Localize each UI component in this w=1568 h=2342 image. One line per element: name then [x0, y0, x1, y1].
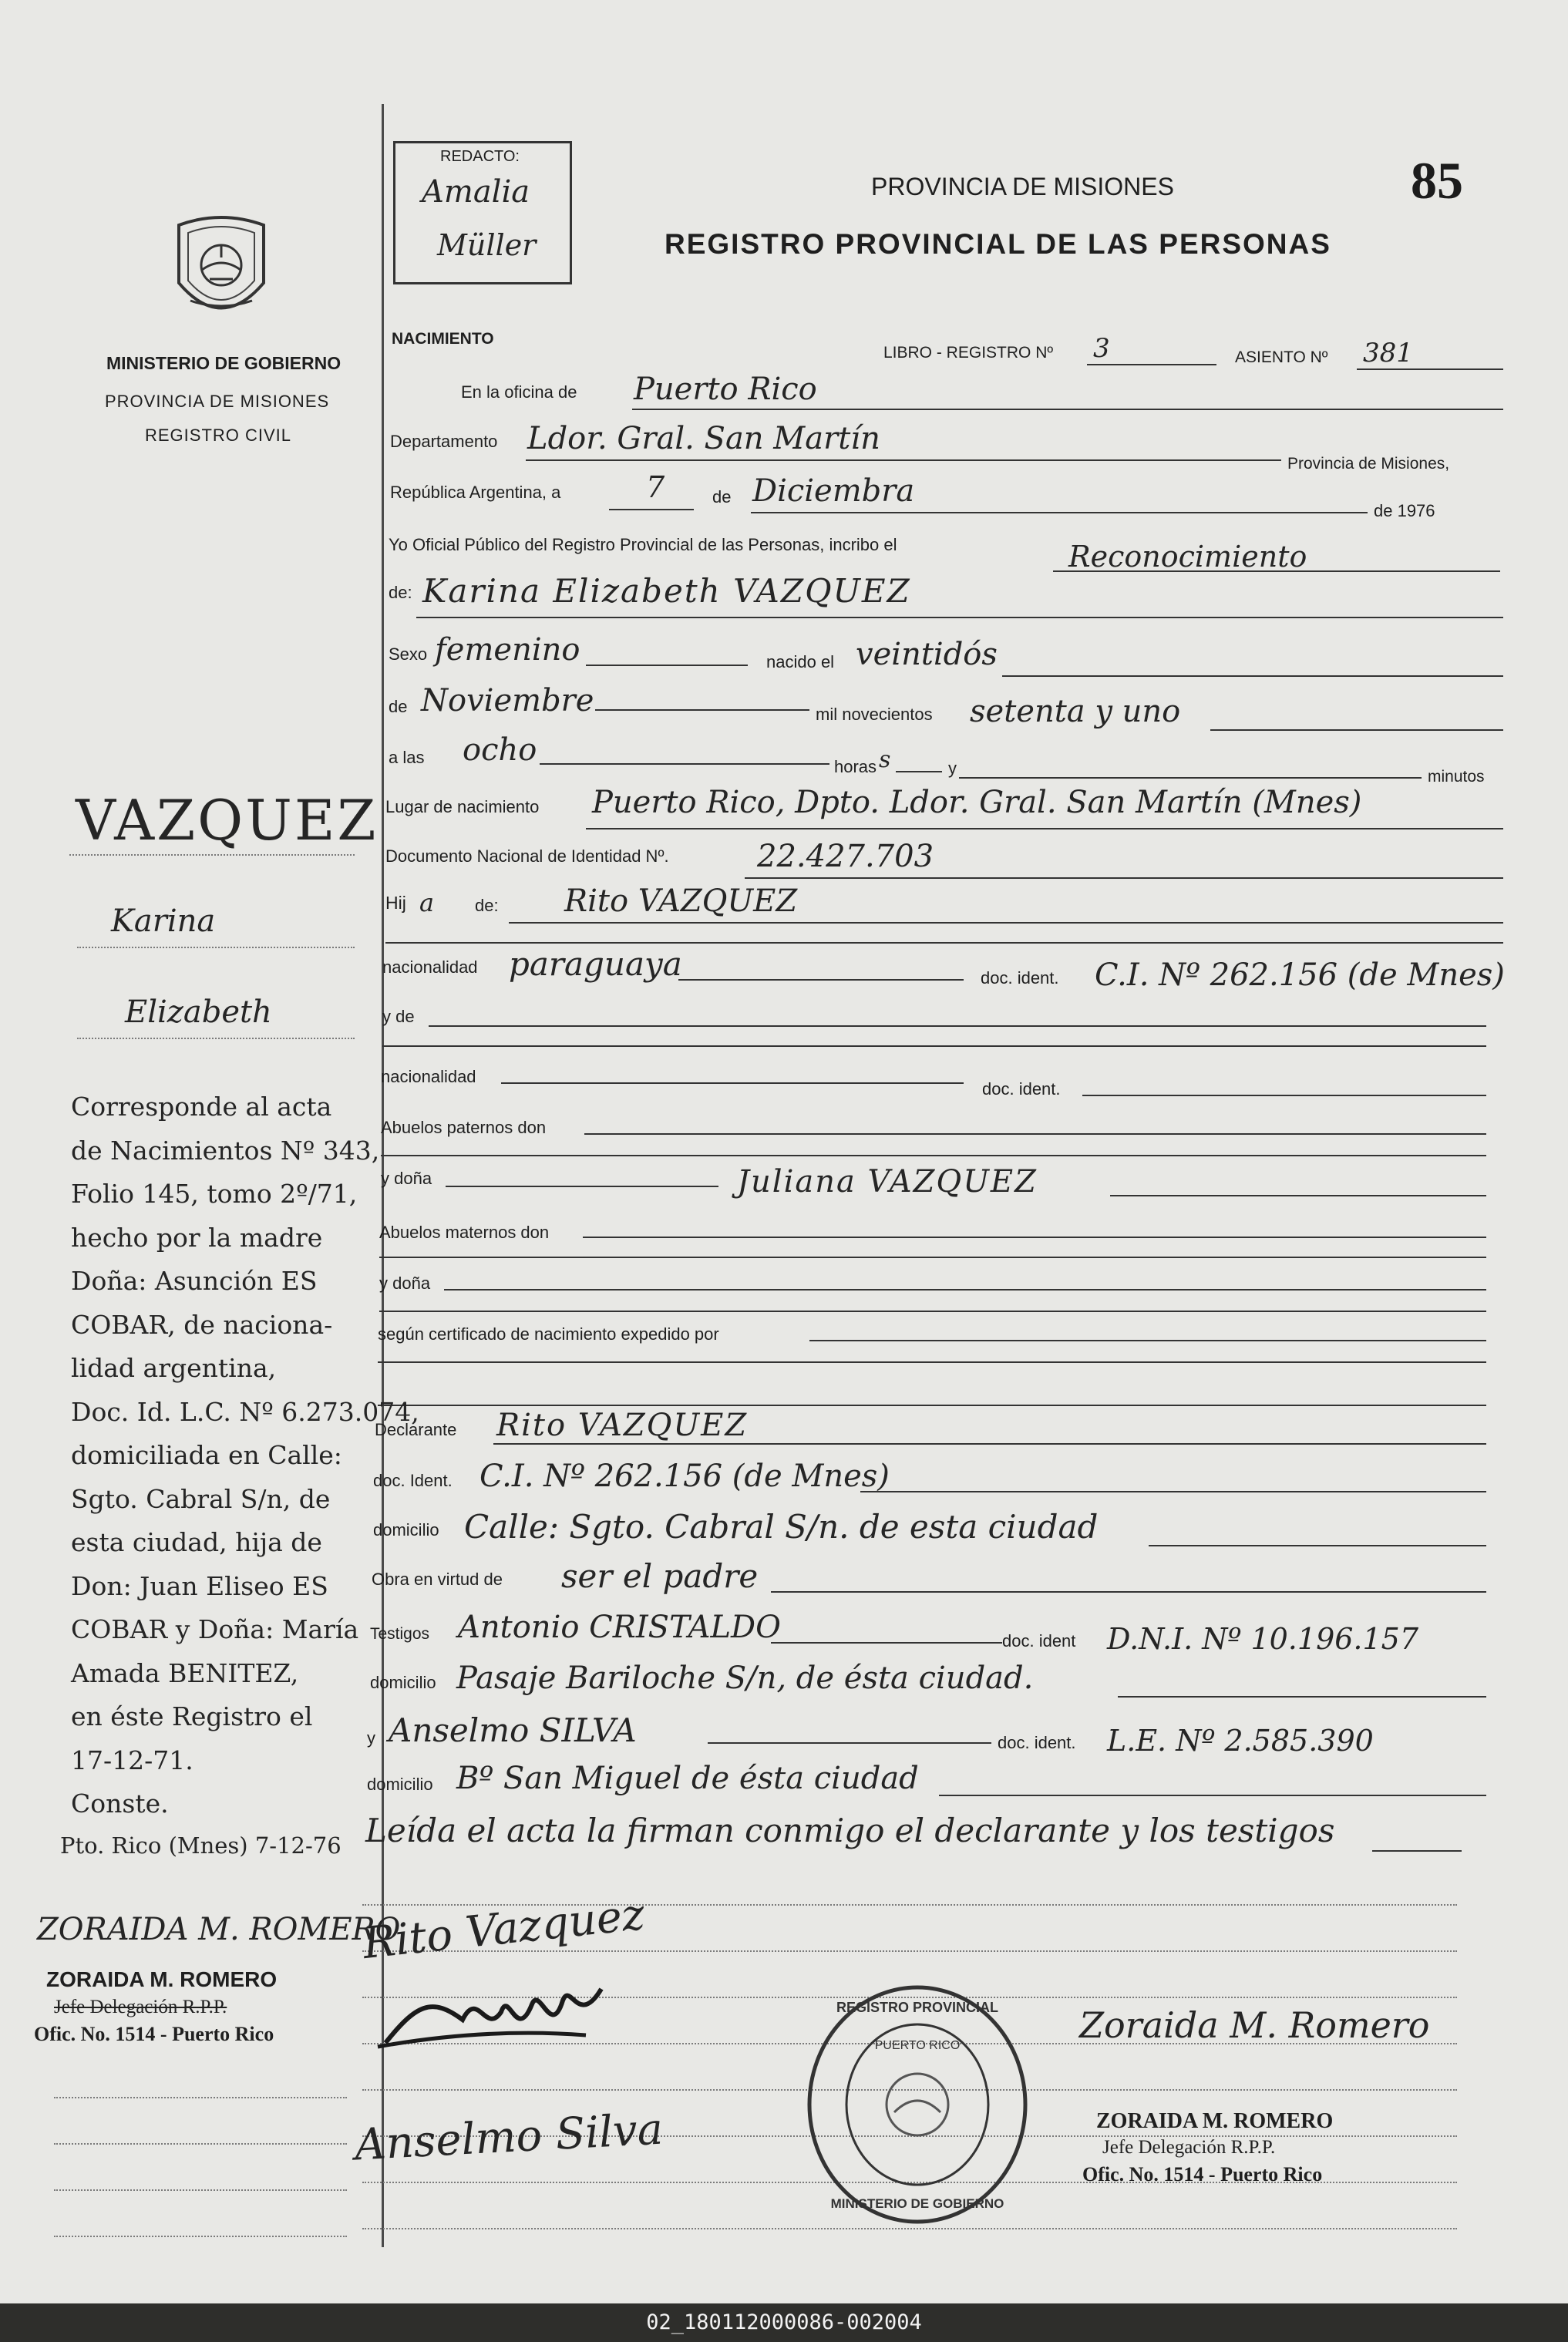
testigo1-line — [771, 1642, 1002, 1644]
declarante-label: Declarante — [375, 1420, 457, 1439]
nacionalidad-value: paraguaya — [509, 945, 682, 983]
hija-label: Hij — [385, 893, 406, 913]
testigo1-dom-line — [1118, 1696, 1486, 1698]
closing-line — [1372, 1850, 1462, 1852]
obra-line — [771, 1591, 1486, 1593]
padre-line — [509, 922, 1503, 924]
sexo-line — [586, 665, 748, 666]
docident2-label: doc. ident. — [982, 1079, 1061, 1099]
horas-line — [896, 771, 942, 772]
official-name: ZORAIDA M. ROMERO — [1096, 2109, 1334, 2133]
ydona2-label: y doña — [379, 1274, 431, 1293]
nacido-day-line — [1002, 675, 1503, 677]
svg-text:MINISTERIO DE GOBIERNO: MINISTERIO DE GOBIERNO — [830, 2196, 1004, 2211]
mil-label: mil novecientos — [816, 705, 933, 724]
testigo2-line — [708, 1742, 991, 1744]
margin-dots-b4 — [54, 2236, 347, 2237]
yde-label: y de — [382, 1007, 415, 1026]
doc-ident-line — [860, 1491, 1486, 1492]
acto-value: Reconocimiento — [1068, 540, 1307, 574]
margin-note-line: en éste Registro el — [71, 1701, 313, 1731]
departamento-value: Ldor. Gral. San Martín — [527, 421, 880, 456]
registry-title: REGISTRO PROVINCIAL DE LAS PERSONAS — [665, 228, 1331, 260]
month-value: Diciembra — [752, 473, 915, 509]
ydona-line — [446, 1186, 718, 1187]
hora-line — [540, 763, 829, 765]
asiento-label: ASIENTO Nº — [1235, 348, 1328, 366]
asiento-value: 381 — [1363, 338, 1413, 368]
signature-declarante: Rito Vazquez — [360, 1889, 648, 1969]
doc-ident-label: doc. Ident. — [373, 1471, 453, 1490]
name-value: Karina Elizabeth VAZQUEZ — [422, 572, 911, 610]
doc-ident-value: C.I. Nº 262.156 (de Mnes) — [479, 1459, 890, 1494]
name-de-label: de: — [389, 583, 412, 602]
redacto-name-first: Amalia — [422, 174, 530, 210]
hija-suffix: a — [419, 888, 435, 917]
official-role: Jefe Delegación R.P.P. — [1102, 2137, 1276, 2158]
svg-text:PUERTO RICO: PUERTO RICO — [874, 2039, 961, 2052]
nacido-label: nacido el — [766, 652, 835, 671]
margin-note-line: Corresponde al acta — [71, 1092, 332, 1122]
margin-note-line: de Nacimientos Nº 343, — [71, 1135, 380, 1166]
dni-value: 22.427.703 — [757, 839, 934, 874]
svg-text:REGISTRO PROVINCIAL: REGISTRO PROVINCIAL — [836, 2000, 999, 2015]
testigo2-dom-line — [939, 1795, 1486, 1796]
signature-dots-8 — [362, 2228, 1457, 2229]
margin-dots-b2 — [54, 2143, 347, 2145]
testigo2-doc-value: L.E. Nº 2.585.390 — [1107, 1724, 1374, 1758]
margin-note-line: Doña: Asunción ES — [71, 1266, 318, 1296]
month-line — [751, 512, 1368, 513]
official-seal-icon — [802, 1981, 1033, 2228]
republica-label: República Argentina, a — [390, 483, 561, 502]
margin-middle-name: Elizabeth — [125, 994, 272, 1030]
padre-value: Rito VAZQUEZ — [564, 883, 798, 919]
nacido-day-value: veintidós — [856, 637, 998, 672]
hora-value: ocho — [463, 732, 537, 768]
abuelos-pat-line-2 — [381, 1155, 1486, 1156]
provincial-crest-icon — [163, 210, 279, 333]
dni-label: Documento Nacional de Identidad Nº. — [385, 846, 669, 866]
abuelos-pat-line — [584, 1133, 1486, 1135]
sexo-label: Sexo — [389, 644, 428, 664]
y2-label: y — [367, 1728, 375, 1748]
domicilio2-label: domicilio — [370, 1673, 436, 1692]
obra-label: Obra en virtud de — [372, 1570, 503, 1589]
margin-note-line: Folio 145, tomo 2º/71, — [71, 1179, 358, 1209]
year-label: de 1976 — [1374, 501, 1435, 520]
abuelos-mat-line-2 — [379, 1257, 1486, 1258]
margin-dots-middle — [77, 1038, 355, 1039]
madre-line-2 — [382, 1045, 1486, 1047]
month-de-label: de — [712, 487, 732, 506]
madre-line — [429, 1025, 1486, 1027]
margin-dots-b3 — [54, 2189, 347, 2191]
horas-mark: s — [879, 746, 891, 773]
province-heading: PROVINCIA DE MISIONES — [871, 173, 1174, 200]
margin-note-line: Don: Juan Eliseo ES — [71, 1570, 328, 1601]
signature-testigo2: Anselmo Silva — [353, 2104, 665, 2171]
provincia-label: Provincia de Misiones, — [1287, 455, 1450, 473]
nacido-year-line — [1210, 729, 1503, 731]
nacido-month-line — [595, 709, 809, 711]
page-number: 85 — [1411, 151, 1463, 210]
ydona2-line-2 — [379, 1311, 1486, 1312]
margin-note-line: COBAR, de naciona- — [71, 1309, 333, 1340]
testigo1-value: Antonio CRISTALDO — [458, 1610, 781, 1645]
oficina-line — [632, 409, 1503, 410]
margin-note-line: Conste. — [71, 1788, 169, 1819]
file-id-footer: 02_180112000086-002004 — [0, 2303, 1568, 2342]
testigo2-doc-label: doc. ident. — [998, 1733, 1076, 1752]
margin-note-line: 17-12-71. — [71, 1745, 193, 1775]
redacto-name-last: Müller — [437, 228, 537, 262]
obra-value: ser el padre — [561, 1557, 759, 1595]
docident-value: C.I. Nº 262.156 (de Mnes) — [1095, 957, 1505, 993]
margin-dots-b1 — [54, 2097, 347, 2098]
sexo-value: femenino — [435, 632, 580, 668]
ministry-title: MINISTERIO DE GOBIERNO — [106, 353, 342, 373]
margin-note-line: Pto. Rico (Mnes) 7-12-76 — [60, 1832, 342, 1859]
horas-label: horas — [834, 757, 877, 776]
libro-value: 3 — [1093, 333, 1110, 364]
certificado-line-3 — [378, 1405, 1486, 1406]
abuelos-mat-line — [583, 1237, 1486, 1238]
margin-surname: VAZQUEZ — [76, 788, 379, 853]
signature-testigo1 — [370, 1974, 617, 2058]
certificado-line — [809, 1340, 1486, 1341]
minutos-label: minutos — [1428, 768, 1485, 786]
name-line — [416, 617, 1503, 618]
redacto-label: REDACTO: — [440, 148, 520, 165]
departamento-line — [526, 459, 1281, 461]
lugar-value: Puerto Rico, Dpto. Ldor. Gral. San Martín (Mnes) — [592, 785, 1362, 820]
padre-line-2 — [385, 942, 1503, 944]
oficina-label: En la oficina de — [461, 382, 577, 402]
ministry-civil: REGISTRO CIVIL — [145, 426, 292, 445]
official-office: Ofic. No. 1514 - Puerto Rico — [1082, 2163, 1323, 2186]
margin-signature: ZORAIDA M. ROMERO — [37, 1912, 401, 1947]
margin-first-name: Karina — [111, 903, 216, 939]
padre-de-label: de: — [475, 896, 499, 915]
margin-dots-surname — [69, 854, 355, 856]
margin-sig-name: ZORAIDA M. ROMERO — [46, 1967, 278, 1991]
nacido-month-value: Noviembre — [421, 683, 594, 718]
ydona-label: y doña — [381, 1169, 432, 1188]
ministry-province: PROVINCIA DE MISIONES — [105, 392, 330, 411]
docident2-line — [1082, 1095, 1486, 1096]
official-text: Yo Oficial Público del Registro Provincial de las Personas, incribo el — [389, 535, 897, 554]
acto-line — [1053, 570, 1500, 572]
declarante-value: Rito VAZQUEZ — [496, 1408, 749, 1443]
nacionalidad-line — [678, 979, 964, 981]
domicilio-line — [1149, 1545, 1486, 1546]
domicilio3-label: domicilio — [367, 1775, 433, 1794]
domicilio-label: domicilio — [373, 1520, 439, 1539]
margin-note-line: Doc. Id. L.C. Nº 6.273.074, — [71, 1396, 419, 1427]
certificado-label: según certificado de nacimiento expedido por — [378, 1324, 719, 1344]
abuela-pat-value: Juliana VAZQUEZ — [737, 1164, 1038, 1200]
testigo2-value: Anselmo SILVA — [389, 1711, 637, 1749]
margin-sig-role: Jefe Delegación R.P.P. — [54, 1997, 227, 2017]
margin-note-line: esta ciudad, hija de — [71, 1527, 322, 1557]
nacionalidad-label: nacionalidad — [382, 957, 478, 977]
margin-note-line: COBAR y Doña: María — [71, 1614, 359, 1644]
abuela-pat-line — [1110, 1195, 1486, 1196]
nacido-year-value: setenta y uno — [970, 694, 1181, 729]
margin-note-line: Sgto. Cabral S/n, de — [71, 1483, 331, 1514]
libro-line — [1087, 364, 1216, 365]
abuelos-mat-label: Abuelos maternos don — [379, 1223, 550, 1242]
redacto-box — [393, 141, 572, 284]
asiento-line — [1357, 368, 1503, 370]
testigo2-dom-value: Bº San Miguel de ésta ciudad — [456, 1761, 919, 1796]
ydona2-line — [444, 1289, 1486, 1290]
nacido-de-label: de — [389, 697, 408, 716]
nacimiento-label: NACIMIENTO — [392, 330, 494, 348]
testigo1-doc-value: D.N.I. Nº 10.196.157 — [1107, 1622, 1419, 1656]
lugar-line — [586, 828, 1503, 829]
nacionalidad2-label: nacionalidad — [381, 1067, 476, 1086]
day-line — [609, 509, 694, 510]
closing-text: Leída el acta la firman conmigo el declarante y los testigos — [365, 1812, 1335, 1849]
margin-note-line: hecho por la madre — [71, 1222, 323, 1253]
minutos-line — [959, 777, 1422, 779]
declarante-line — [493, 1443, 1486, 1445]
testigo1-doc-label: doc. ident — [1002, 1631, 1076, 1651]
testigos-label: Testigos — [370, 1625, 430, 1643]
margin-dots-first — [77, 947, 355, 948]
dni-line — [745, 877, 1503, 879]
day-value: 7 — [646, 470, 665, 504]
testigo1-dom-value: Pasaje Bariloche S/n, de ésta ciudad. — [456, 1661, 1034, 1696]
domicilio-value: Calle: Sgto. Cabral S/n. de esta ciudad — [464, 1508, 1099, 1546]
libro-label: LIBRO - REGISTRO Nº — [883, 344, 1054, 362]
margin-note-line: domiciliada en Calle: — [71, 1440, 342, 1470]
departamento-label: Departamento — [390, 432, 498, 451]
abuelos-pat-label: Abuelos paternos don — [381, 1118, 547, 1137]
margin-sig-office: Ofic. No. 1514 - Puerto Rico — [34, 2023, 274, 2045]
lugar-label: Lugar de nacimiento — [385, 797, 540, 816]
certificado-line-2 — [378, 1361, 1486, 1363]
oficina-value: Puerto Rico — [634, 372, 817, 407]
docident-label: doc. ident. — [981, 968, 1059, 988]
alas-label: a las — [389, 748, 425, 767]
y-label: y — [948, 759, 957, 778]
nacionalidad2-line — [501, 1082, 964, 1084]
signature-official: Zoraida M. Romero — [1079, 2004, 1430, 2046]
margin-note-line: lidad argentina, — [71, 1353, 277, 1383]
margin-note-line: Amada BENITEZ, — [71, 1657, 299, 1688]
